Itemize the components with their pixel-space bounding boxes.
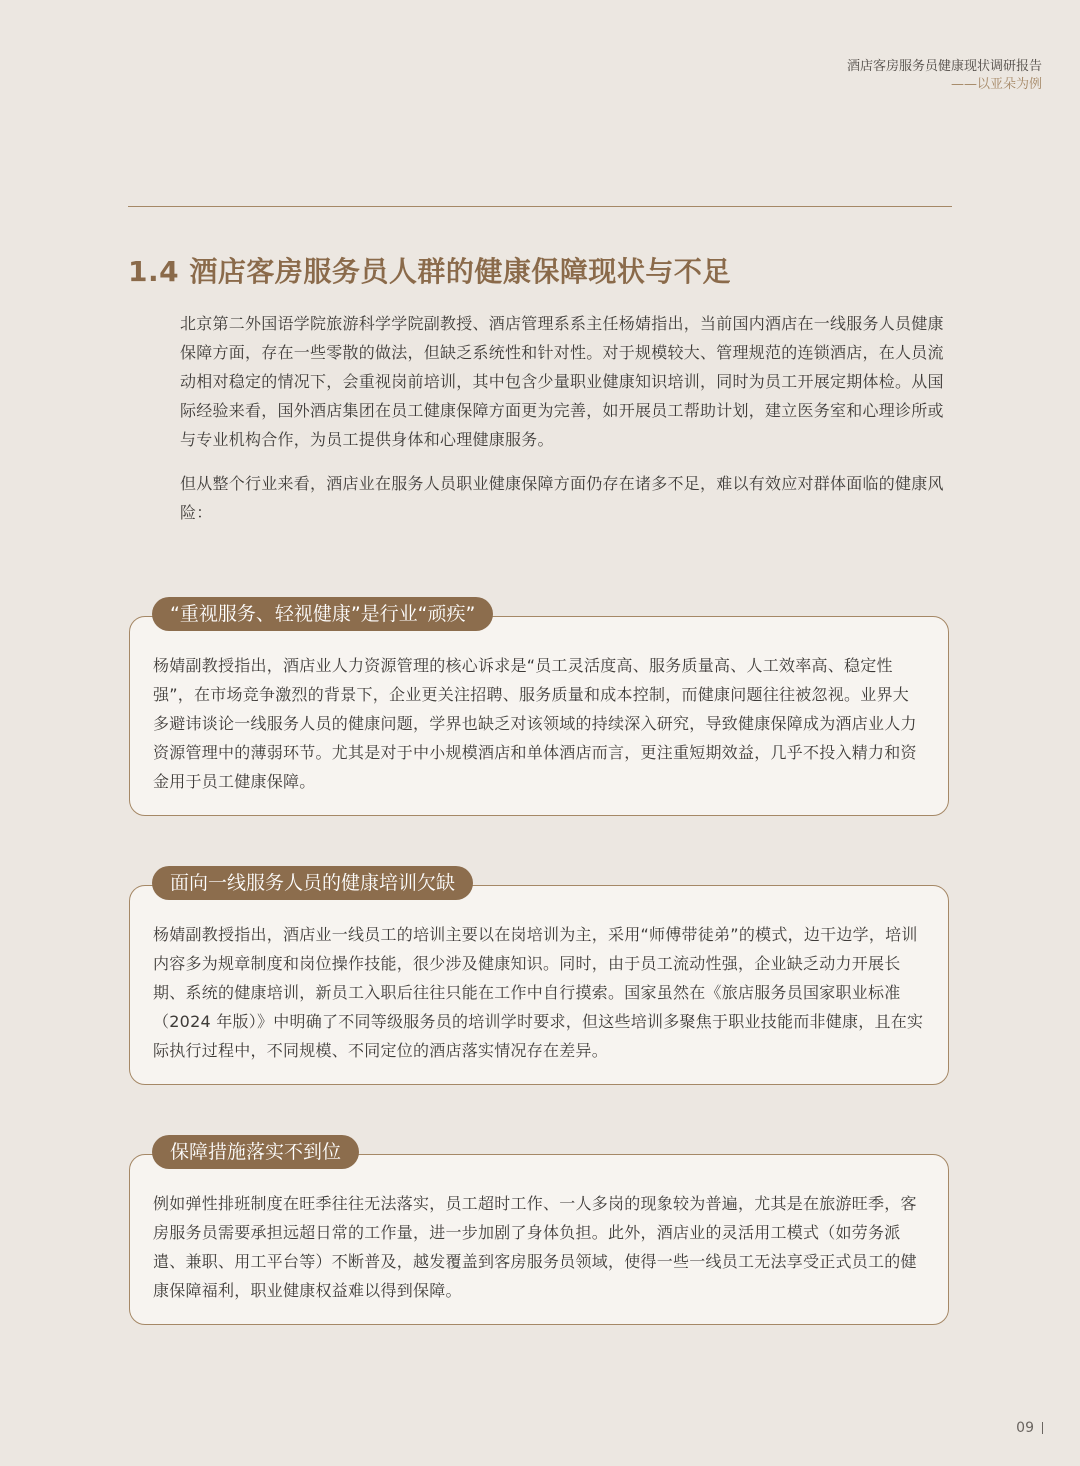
card-body: 杨婧副教授指出，酒店业一线员工的培训主要以在岗培训为主，采用“师傅带徒弟”的模式，边干边学，培训内容多为规章制度和岗位操作技能，很少涉及健康知识。同时，由于员工流动性强，企业缺乏动力开展长期、系统的健康培训，新员工入职后往往只能在工作中自行摸索。国家虽然在《旅店服务员国家职业标准（2024 年版）》中明确了不同等级服务员的培训学时要求，但这些培训多聚焦于职业技能而非健康，且在实际执行过程中，不同规模、不同定位的酒店落实情况存在差异。 bbox=[153, 925, 924, 1060]
page-number-bar bbox=[1042, 1422, 1043, 1434]
intro-paragraph: 但从整个行业来看，酒店业在服务人员职业健康保障方面仍存在诸多不足，难以有效应对群体面临的健康风险： bbox=[180, 474, 944, 522]
card-health-training-lacking bbox=[129, 885, 949, 1085]
card-service-over-health bbox=[129, 616, 949, 816]
section-divider bbox=[128, 206, 952, 207]
section-title: 1.4 酒店客房服务员人群的健康保障现状与不足 bbox=[128, 255, 731, 288]
card-tab-measures-not-implemented: 保障措施落实不到位 bbox=[152, 1135, 359, 1169]
card-body: 例如弹性排班制度在旺季往往无法落实，员工超时工作、一人多岗的现象较为普遍，尤其是在旅游旺季，客房服务员需要承担远超日常的工作量，进一步加剧了身体负担。此外，酒店业的灵活用工模式（如劳务派遣、兼职、用工平台等）不断普及，越发覆盖到客房服务员领域，使得一些一线员工无法享受正式员工的健康保障福利，职业健康权益难以得到保障。 bbox=[153, 1194, 917, 1300]
card-body: 杨婧副教授指出，酒店业人力资源管理的核心诉求是“员工灵活度高、服务质量高、人工效率高、稳定性强”，在市场竞争激烈的背景下，企业更关注招聘、服务质量和成本控制，而健康问题往往被忽视。业界大多避讳谈论一线服务人员的健康问题，学界也缺乏对该领域的持续深入研究，导致健康保障成为酒店业人力资源管理中的薄弱环节。尤其是对于中小规模酒店和单体酒店而言，更注重短期效益，几乎不投入精力和资金用于员工健康保障。 bbox=[153, 656, 917, 791]
running-header bbox=[847, 58, 1042, 94]
intro-paragraph: 北京第二外国语学院旅游科学学院副教授、酒店管理系系主任杨婧指出，当前国内酒店在一线服务人员健康保障方面，存在一些零散的做法，但缺乏系统性和针对性。对于规模较大、管理规范的连锁酒店，在人员流动相对稳定的情况下，会重视岗前培训，其中包含少量职业健康知识培训，同时为员工开展定期体检。从国际经验来看，国外酒店集团在员工健康保障方面更为完善，如开展员工帮助计划，建立医务室和心理诊所或与专业机构合作，为员工提供身体和心理健康服务。 bbox=[180, 314, 944, 449]
page-number bbox=[1016, 1418, 1043, 1438]
card-tab-service-over-health: “重视服务、轻视健康”是行业“顽疾” bbox=[152, 597, 493, 631]
card-measures-not-implemented bbox=[129, 1154, 949, 1325]
page-number-text: 09 bbox=[1016, 1420, 1034, 1436]
report-subtitle: ——以亚朵为例 bbox=[950, 77, 1042, 92]
intro-text bbox=[180, 309, 953, 542]
card-tab-health-training-lacking: 面向一线服务人员的健康培训欠缺 bbox=[152, 866, 473, 900]
report-title: 酒店客房服务员健康现状调研报告 bbox=[846, 59, 1042, 74]
